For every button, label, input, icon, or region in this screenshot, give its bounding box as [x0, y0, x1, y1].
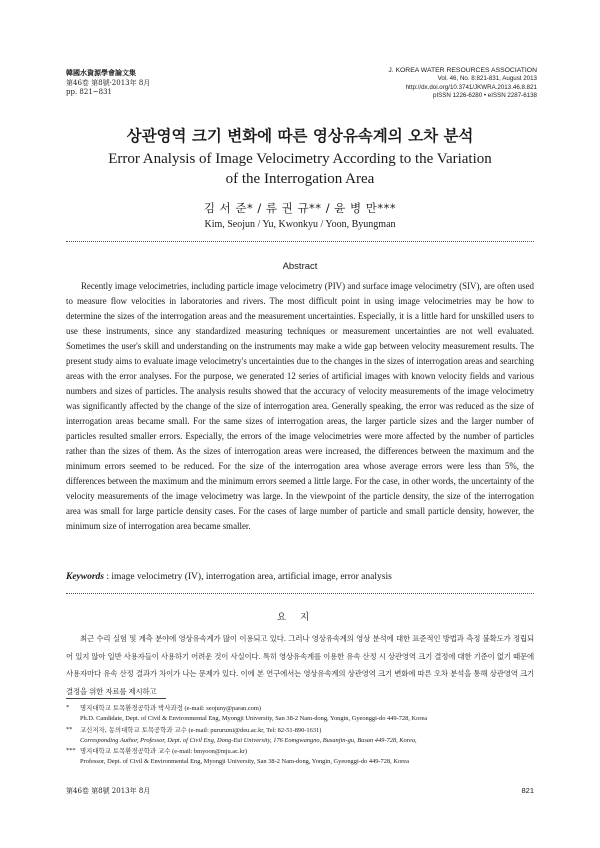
title-english-line1: Error Analysis of Image Velocimetry According to the Variation — [108, 151, 492, 167]
keywords-text: : image velocimetry (IV), interrogation area, artificial image, error analysis — [106, 572, 392, 582]
footnote-mark: *** — [66, 747, 76, 755]
volume-issue-english: Vol. 46, No. 8:821-831, August 2013 — [437, 75, 537, 83]
journal-header-korean — [66, 69, 150, 98]
footnote-mark: * — [66, 704, 70, 711]
footnote-affiliation-en: Ph.D. Candidate, Dept. of Civil & Environmental Eng, Myongji University, San 38-2 Nam-dong, Yongin, Gyeonggi-do 449-728, Korea — [80, 715, 428, 723]
paper-title-english — [60, 149, 540, 189]
footnote-mark: ** — [66, 725, 73, 733]
abstract-text: Recently image velocimetries, including particle image velocimetry (PIV) and surface image velocimetry (SIV), are often used to measure flow velocities in laboratories and rivers. The most difficult point in using image velocimetries may be how to determine the sizes of the interrogation areas and the measurement uncertainties. Especially, it is a little hard for unskilled users to use these instruments, since any standardized measuring techniques or measurement uncertainties are not well evaluated. Sometimes the user's skill and understanding on the instruments may make a wide gap between velocity measurement results. The present study aims to evaluate image velocimetry's uncertainties due to the changes in the sizes of interrogation areas and searching areas with the error analyses. For the purpose, we generated 12 series of artificial images with known velocity fields and various numbers and sizes of particles. The analysis results showed that the accuracy of velocity measurements of the image velocimetry was significantly affected by the change of the size of interrogation area. Generally speaking, the error was reduced as the size of interrogation areas became small. For the same sizes of interrogation areas, the larger particle sizes and the larger number of particles resulted smaller errors. Especially, the errors of the image velocimetries were more affected by the number of particles rather than the sizes of them. As the sizes of interrogation areas were increased, the differences between the maximum and the minimum errors seemed to be reduced. For the size of the interrogation area whose average errors were less than 5%, the differences between the maximum and the minimum errors seemed a little large. For the case, in other words, the uncertainty of the velocity measurements of the image velocimetry was large. In the viewpoint of the particle density, the size of the interrogation area was small for large particle density cases. For the cases of large number of particle and small particle density, however, the minimum size of interrogation area became smaller. — [66, 281, 534, 531]
title-english-line2: of the Interrogation Area — [225, 171, 375, 187]
issn: pISSN 1226-6280 • eISSN 2287-6138 — [433, 92, 537, 100]
keywords-line — [66, 572, 534, 582]
footnote-author-1 — [66, 703, 546, 725]
authors-english: Kim, Seojun / Yu, Kwonkyu / Yoon, Byungman — [204, 219, 396, 230]
footnote-author-3 — [66, 746, 546, 768]
volume-issue-korean: 第46卷 第8號·2013年 8月 — [66, 78, 151, 87]
footnote-affiliation-en: Professor, Dept. of Civil & Environmental Eng, Myongji University, San 38-2 Nam-dong, Yongin, Gyeonggi-do 449-728, Korea — [80, 758, 409, 766]
keywords-label: Keywords — [66, 572, 104, 582]
abstract-heading: Abstract — [282, 261, 318, 272]
journal-header-english — [388, 67, 537, 101]
footnote-email: (e-mail: seojuny@paran.com) — [182, 705, 261, 712]
footnote-affiliation-ko: 명지대학교 토목환경공학과 교수 — [80, 747, 171, 756]
page-number: 821 — [521, 786, 534, 795]
journal-name-korean: 韓國水資源學會論文集 — [66, 69, 136, 77]
paper-title-korean: 상관영역 크기 변화에 따른 영상유속계의 오차 분석 — [126, 127, 474, 145]
footnote-rule — [66, 698, 166, 699]
journal-name-english: J. KOREA WATER RESOURCES ASSOCIATION — [388, 67, 537, 74]
footer-volume: 第46卷 第8號 2013年 8月 — [66, 787, 151, 795]
footnote-author-2 — [66, 725, 546, 747]
footnote-affiliation-ko: 교신저자, 동의대학교 토목공학과 교수 — [80, 725, 187, 734]
footnote-affiliation-ko: 명지대학교 토목환경공학과 박사과정 — [80, 704, 183, 712]
authors-korean: 김 서 준* / 류 권 규** / 윤 병 만*** — [203, 201, 397, 215]
footnote-email: (e-mail: bmyoon@mju.ac.kr) — [170, 748, 248, 756]
footnote-email: (e-mail: pururumi@deu.ac.kr, Tel: 82-51-890-1631) — [186, 726, 322, 734]
divider-bottom — [66, 593, 534, 594]
doi-link[interactable]: http://dx.doi.org/10.3741/JKWRA.2013.46.8.821 — [405, 83, 537, 91]
divider-top — [66, 241, 534, 242]
korean-abstract-heading: 요지 — [276, 612, 324, 623]
korean-abstract-text: 최근 수리 실험 및 계측 분야에 영상유속계가 많이 이용되고 있다. 그러나 영상유속계의 영상 분석에 대한 표준적인 방법과 측정 불확도가 정립되어 있지 않아 일반 사용자들이 사용하기 어려운 것이 사실이다. 특히 영상유속계를 이용한 유속 산정 시 상관영역 크기 결정에 대한 기준이 없기 때문에 사용자마다 유속 산정 결과가 차이가 나는 문제가 있다. 이에 본 연구에서는 영상유속계의 상관영역 크기 변화에 따른 오차 분석을 통해 상관영역 크기 결정을 위한 자료를 제시하고 — [66, 634, 534, 696]
page-range: pp. 821~831 — [66, 88, 112, 96]
footnotes — [66, 703, 546, 768]
footnote-affiliation-en: Corresponding Author, Professor, Dept. of Civil Eng, Dong-Eui University, 176 Eomgwangno, Busanjin-gu, Busan 449-728, Korea, — [80, 736, 417, 744]
